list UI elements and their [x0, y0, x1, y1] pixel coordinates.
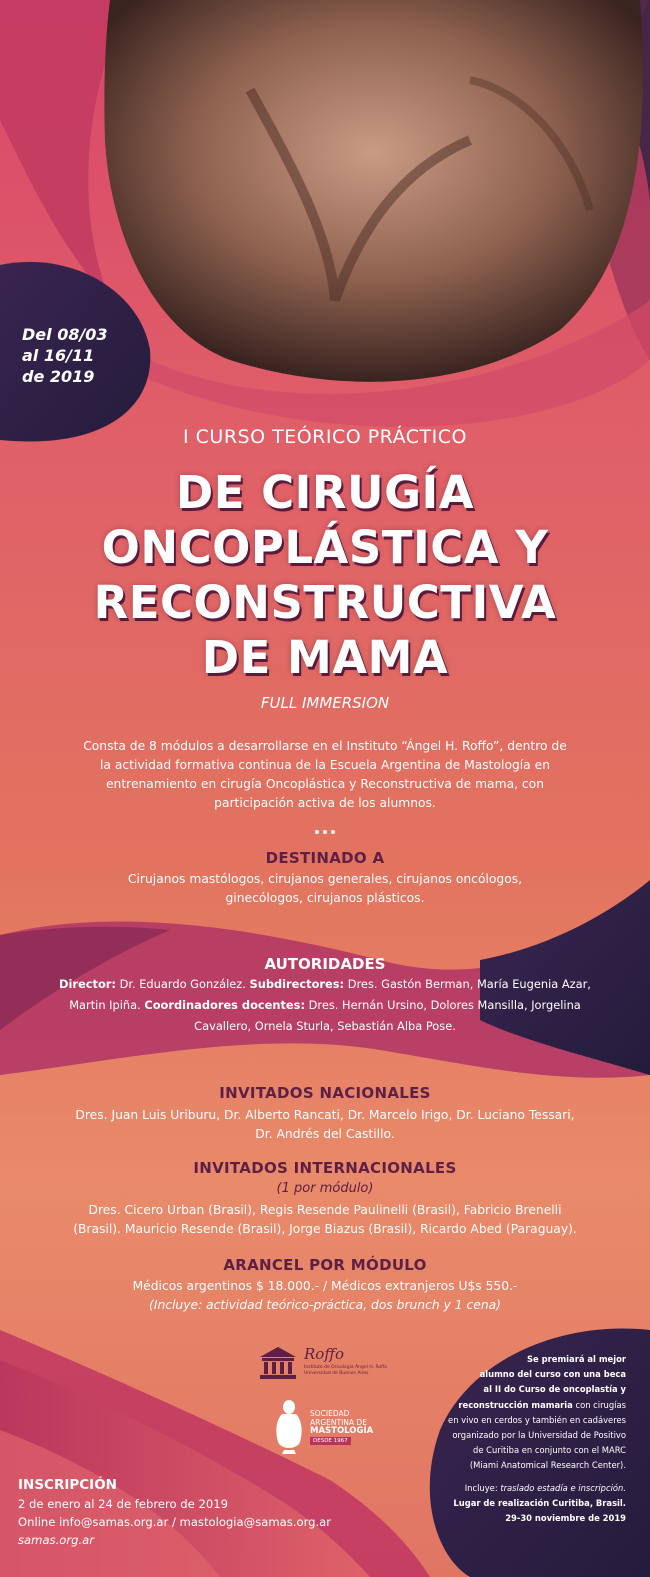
sam-line-4: DESDE 1967	[310, 1437, 351, 1445]
nacionales-heading: INVITADOS NACIONALES	[219, 1084, 431, 1102]
beca-line-4-bold: reconstrucción mamaria	[458, 1399, 573, 1410]
coordinadores-names-a: Dres. Hernán Ursino, Dolores Mansilla, Jorgelina	[305, 998, 581, 1012]
autoridades-line-1	[0, 974, 650, 995]
inscripcion-web: samas.org.ar	[18, 1533, 95, 1547]
nacionales-line-1: Dres. Juan Luis Uriburu, Dr. Alberto Rancati, Dr. Marcelo Irigo, Dr. Luciano Tessari,	[75, 1108, 575, 1122]
internacionales-line-2: (Brasil). Mauricio Resende (Brasil), Jorge Biazus (Brasil), Ricardo Abed (Paraguay).	[73, 1222, 577, 1236]
nacionales-text	[0, 1106, 650, 1144]
coordinadores-label: Coordinadores docentes:	[144, 998, 305, 1012]
beca-line-1: Se premiará al mejor	[527, 1354, 626, 1364]
arancel-prices: Médicos argentinos $ 18.000.- / Médicos extranjeros U$s 550.-	[132, 1279, 518, 1293]
beca-line-9b: traslado estadía e inscripción.	[500, 1482, 626, 1493]
beca-panel	[416, 1352, 626, 1526]
autoridades-line-2	[0, 995, 650, 1016]
beca-line-2: alumno del curso con una beca	[479, 1369, 626, 1380]
subdirectores-names-b: Martin Ipiña.	[69, 998, 145, 1012]
beca-line-9a: Incluye:	[464, 1482, 501, 1493]
internacionales-text	[0, 1201, 650, 1239]
internacionales-line-1: Dres. Cicero Urban (Brasil), Regis Resende Paulinelli (Brasil), Fabricio Brenelli	[88, 1203, 562, 1217]
nacionales-line-2: Dr. Andrés del Castillo.	[255, 1127, 395, 1141]
beca-line-11: 29-30 noviembre de 2019	[505, 1513, 626, 1524]
roffo-sub-2: Universidad de Buenos Aires	[304, 1371, 369, 1376]
beca-line-4-rest: con cirugías	[572, 1399, 626, 1410]
beca-line-8: (Miami Anatomical Research Center).	[469, 1460, 626, 1471]
internacionales-heading: INVITADOS INTERNACIONALES	[193, 1159, 457, 1177]
arancel-heading: ARANCEL POR MÓDULO	[223, 1256, 427, 1274]
dates-line-3: de 2019	[22, 367, 95, 386]
course-description	[0, 737, 650, 813]
beca-line-9	[416, 1481, 626, 1496]
inscripcion-dates: 2 de enero al 24 de febrero de 2019	[18, 1497, 228, 1511]
description-line-4: participación activa de los alumnos.	[214, 796, 436, 810]
internacionales-note: (1 por módulo)	[276, 1181, 374, 1196]
sam-logo	[272, 1398, 382, 1454]
destinado-heading: DESTINADO A	[265, 849, 385, 867]
beca-line-6: organizado por la Universidad de Positivo	[452, 1430, 626, 1441]
destinado-text	[0, 870, 650, 908]
course-pretitle: I CURSO TEÓRICO PRÁCTICO	[183, 426, 467, 448]
subdirectores-names-a: Dres. Gastón Berman, María Eugenia Azar,	[344, 977, 591, 991]
inscripcion-heading: INSCRIPCIÓN	[18, 1477, 117, 1493]
arancel-includes: (Incluye: actividad teórico-práctica, dos brunch y 1 cena)	[149, 1298, 501, 1312]
destinado-line-1: Cirujanos mastólogos, cirujanos generales, cirujanos oncólogos,	[127, 872, 523, 886]
beca-line-3: al II do Curso de oncoplastía y	[483, 1384, 626, 1395]
course-title-line-1: DE CIRUGÍA	[175, 466, 475, 519]
beca-line-7: de Curitiba en conjunto con el MARC	[473, 1445, 626, 1456]
subdirectores-label: Subdirectores:	[249, 977, 345, 991]
roffo-building-icon	[258, 1345, 298, 1381]
sam-line-2: ARGENTINA DE	[310, 1417, 367, 1427]
autoridades-text	[0, 974, 650, 1037]
dates-block	[22, 324, 108, 387]
dates-line-2: al 16/11	[22, 346, 95, 365]
description-line-1: Consta de 8 módulos a desarrollarse en el Instituto “Ángel H. Roffo”, dentro de	[83, 739, 567, 753]
destinado-line-2: ginecólogos, cirujanos plásticos.	[225, 891, 425, 905]
sam-text	[310, 1410, 373, 1445]
roffo-name: Roffo	[304, 1345, 344, 1363]
course-title	[0, 465, 650, 685]
statue-icon	[272, 1398, 306, 1454]
inscripcion-contact: Online info@samas.org.ar / mastologia@samas.org.ar	[18, 1515, 332, 1529]
dates-line-1: Del 08/03	[22, 325, 108, 344]
course-title-line-3: RECONSTRUCTIVA	[93, 576, 557, 629]
roffo-subtitle	[304, 1365, 398, 1377]
inscripcion-block	[18, 1476, 331, 1549]
director-name: Dr. Eduardo González.	[115, 977, 250, 991]
description-line-3: entrenamiento en cirugía Oncoplástica y Reconstructiva de mama, con	[105, 777, 545, 791]
description-line-2: la actividad formativa continua de la Escuela Argentina de Mastología en	[100, 758, 550, 772]
course-title-line-2: ONCOPLÁSTICA Y	[101, 521, 549, 574]
roffo-logo	[258, 1343, 398, 1387]
roffo-sub-1: Instituto de Oncología Ángel H. Roffo	[304, 1365, 388, 1370]
sam-line-1: SOCIEDAD	[310, 1409, 350, 1418]
course-subtitle: FULL IMMERSION	[260, 694, 390, 712]
autoridades-heading: AUTORIDADES	[264, 955, 386, 973]
beca-line-10: Lugar de realización Curitiba, Brasil.	[453, 1497, 626, 1508]
torso-photo	[104, 0, 643, 382]
director-label: Director:	[59, 977, 116, 991]
course-title-line-4: DE MAMA	[201, 631, 449, 684]
autoridades-line-3: Cavallero, Ornela Sturla, Sebastián Alba Pose.	[194, 1019, 456, 1033]
beca-line-5: en vivo en cerdos y también en cadáveres	[448, 1414, 626, 1425]
beca-line-4	[416, 1398, 626, 1413]
sam-line-3: MASTOLOGÍA	[310, 1426, 374, 1436]
separator-dots	[0, 826, 650, 834]
